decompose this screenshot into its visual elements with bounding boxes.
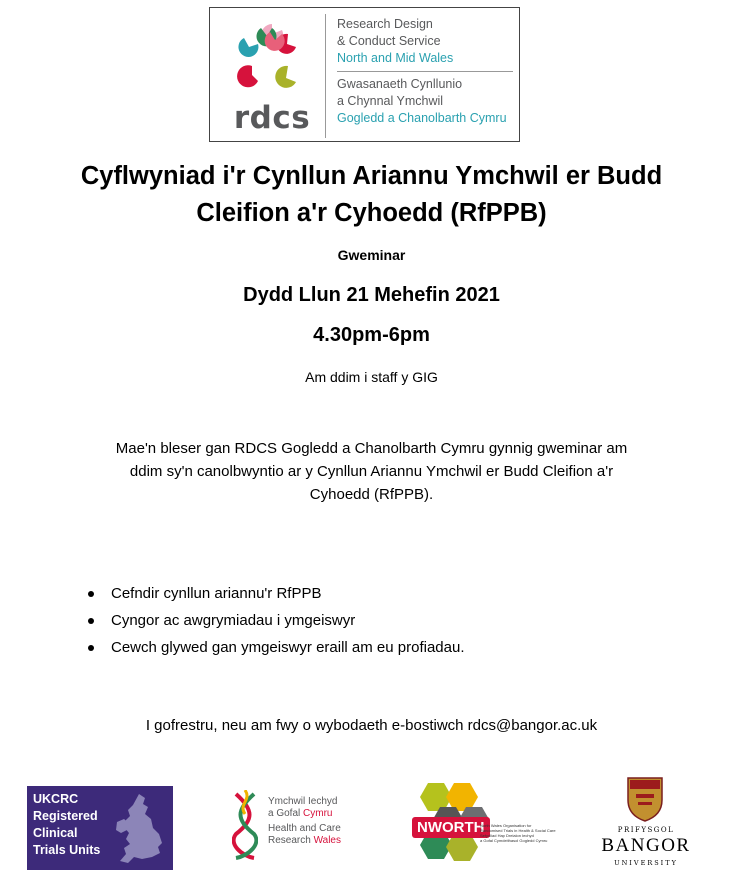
rdcs-logo-text	[337, 16, 517, 127]
logo-english-region: North and Mid Wales	[337, 51, 454, 65]
nworth-small-1: North Wales Organisation for	[480, 823, 532, 828]
rdcs-logo	[209, 7, 520, 142]
nworth-small-3: Sefydliad Hap Dreialon Iechyd	[480, 833, 534, 838]
ukcrc-line-4: Trials Units	[33, 843, 101, 857]
bangor-university-logo	[600, 776, 692, 872]
contact-info: I gofrestru, neu am fwy o wybodaeth e-bostiwch rdcs@bangor.ac.uk	[145, 717, 598, 734]
event-type: Gweminar	[337, 247, 406, 263]
logo-divider	[325, 14, 326, 138]
event-time: 4.30pm-6pm	[313, 324, 430, 346]
hcrw-logo	[232, 790, 357, 862]
ukcrc-line-1: UKCRC	[33, 792, 79, 806]
title-line-2: Cleifion a'r Cyhoedd (RfPPB)	[196, 199, 547, 227]
title-line-1: Cyflwyniad i'r Cynllun Ariannu Ymchwil er Budd	[80, 162, 663, 190]
nworth-small-text	[480, 823, 560, 843]
hcrw-english-1: Health and Care	[268, 823, 341, 834]
list-item: Cyngor ac awgrymiadau i ymgeiswyr	[88, 607, 465, 634]
logo-english-line2: & Conduct Service	[337, 34, 441, 48]
list-item: Cewch glywed gan ymgeiswyr eraill am eu profiadau.	[88, 634, 465, 661]
hcrw-text	[268, 796, 341, 847]
event-description	[70, 437, 673, 506]
nworth-logo	[410, 781, 558, 863]
rdcs-flower-icon	[232, 20, 312, 96]
logo-welsh-line1: Gwasanaeth Cynllunio	[337, 77, 463, 91]
ukcrc-logo	[27, 786, 173, 870]
event-date: Dydd Llun 21 Mehefin 2021	[243, 284, 500, 306]
page-title	[0, 158, 743, 232]
ukcrc-line-3: Clinical	[33, 826, 78, 840]
university-crest-icon	[626, 776, 664, 822]
list-item: Cefndir cynllun ariannu'r RfPPB	[88, 580, 465, 607]
logo-text-separator	[337, 71, 513, 72]
rdcs-logo-mark	[220, 20, 320, 138]
rdcs-wordmark: rdcs	[233, 100, 311, 136]
logo-welsh-region: Gogledd a Chanolbarth Cymru	[337, 111, 507, 125]
helix-icon	[232, 790, 258, 862]
bangor-prefix: PRIFYSGOL	[617, 826, 675, 834]
nworth-small-2: Randomised Trials in Health & Social Care	[480, 828, 556, 833]
logo-welsh-line2: a Chynnal Ymchwil	[337, 94, 444, 108]
nworth-small-4: a Gofal Cymdeithasol Gogledd Cymru	[480, 838, 548, 843]
bullet-list	[88, 580, 465, 661]
hcrw-english-2b: Wales	[313, 835, 341, 846]
nworth-label: NWORTH	[412, 817, 490, 838]
bangor-suffix: UNIVERSITY	[614, 859, 678, 867]
hcrw-welsh-2b: Cymru	[303, 808, 333, 819]
ukcrc-line-2: Registered	[33, 809, 98, 823]
event-audience: Am ddim i staff y GIG	[305, 369, 438, 385]
hcrw-welsh-1: Ymchwil Iechyd	[268, 796, 338, 807]
logo-english-line1: Research Design	[337, 17, 433, 31]
description-line-1: Mae'n bleser gan RDCS Gogledd a Chanolbarth Cymru gynnig gweminar am	[115, 440, 628, 457]
hcrw-welsh-2a: a Gofal	[268, 808, 304, 819]
hcrw-english-2a: Research	[268, 835, 314, 846]
description-line-3: Cyhoedd (RfPPB).	[309, 486, 434, 503]
bangor-name: BANGOR	[601, 835, 691, 856]
description-line-2: ddim sy'n canolbwyntio ar y Cynllun Ariannu Ymchwil er Budd Cleifion a'r	[129, 463, 614, 480]
